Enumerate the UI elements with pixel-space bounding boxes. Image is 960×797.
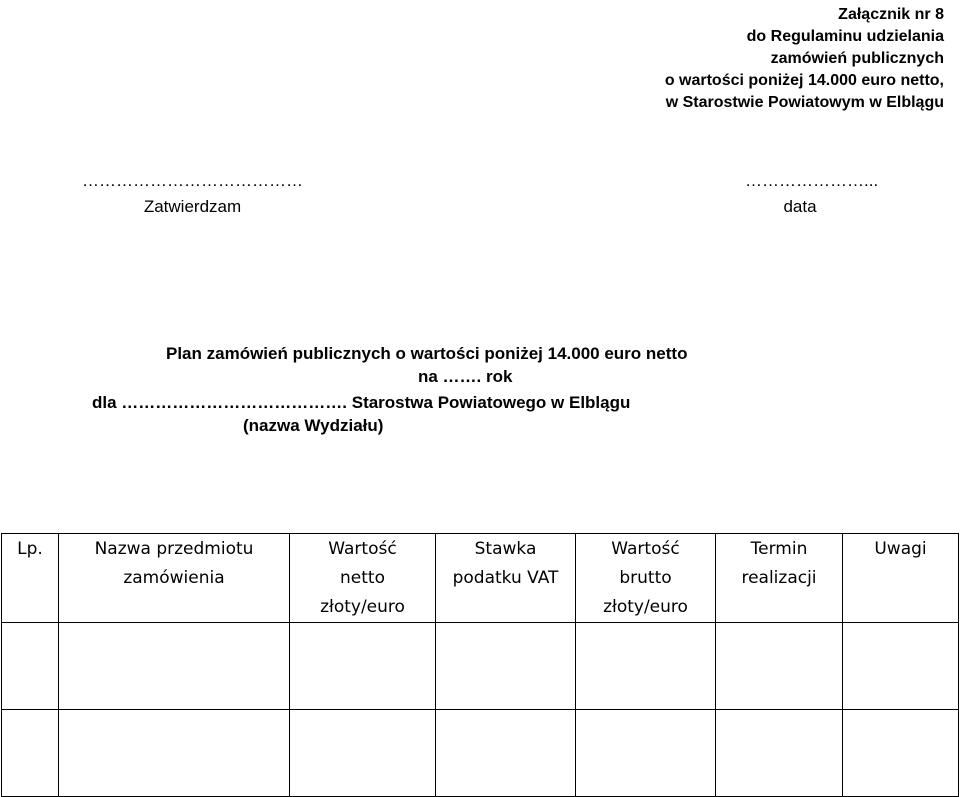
plan-year-line: na ……. rok (418, 367, 513, 386)
procurement-plan-table (1, 533, 959, 797)
plan-department-hint: (nazwa Wydziału) (243, 416, 384, 435)
table-cell[interactable] (436, 623, 576, 710)
table-cell[interactable] (716, 710, 843, 797)
annex-line: o wartości poniżej 14.000 euro netto, (664, 72, 944, 89)
annex-line: zamówień publicznych (770, 50, 944, 67)
approval-signature-line: ………………………………… (82, 171, 303, 190)
table-cell[interactable] (843, 623, 959, 710)
annex-line: w Starostwie Powiatowym w Elblągu (665, 94, 944, 111)
table-row (2, 710, 959, 797)
header-subject: Nazwa przedmiotu zamówienia (59, 534, 290, 623)
plan-title-line: Plan zamówień publicznych o wartości poniżej 14.000 euro netto (166, 344, 688, 363)
annex-header (524, 4, 944, 114)
table-cell[interactable] (716, 623, 843, 710)
annex-line: do Regulaminu udzielania (746, 28, 944, 45)
plan-department-line: dla …………………………………. Starostwa Powiatowego w Elblągu (92, 393, 631, 412)
date-line: …………………... (745, 171, 879, 190)
table-row (2, 623, 959, 710)
table-cell[interactable] (843, 710, 959, 797)
table-cell[interactable] (2, 623, 59, 710)
approval-label: Zatwierdzam (143, 197, 242, 216)
table-cell[interactable] (576, 623, 716, 710)
table-cell[interactable] (290, 710, 436, 797)
table-cell[interactable] (290, 623, 436, 710)
header-net-value: Wartość netto złoty/euro (290, 534, 436, 623)
table-cell[interactable] (436, 710, 576, 797)
header-vat-rate: Stawka podatku VAT (436, 534, 576, 623)
table-cell[interactable] (59, 623, 290, 710)
header-deadline: Termin realizacji (716, 534, 843, 623)
approval-block (40, 170, 345, 218)
table-cell[interactable] (59, 710, 290, 797)
annex-line: Załącznik nr 8 (838, 6, 944, 23)
date-label: data (783, 197, 817, 216)
table-header-row (2, 534, 959, 623)
header-gross-value: Wartość brutto złoty/euro (576, 534, 716, 623)
header-number: Lp. (2, 534, 59, 623)
header-remarks: Uwagi (843, 534, 959, 623)
table-cell[interactable] (2, 710, 59, 797)
table-cell[interactable] (576, 710, 716, 797)
date-block (745, 170, 879, 218)
